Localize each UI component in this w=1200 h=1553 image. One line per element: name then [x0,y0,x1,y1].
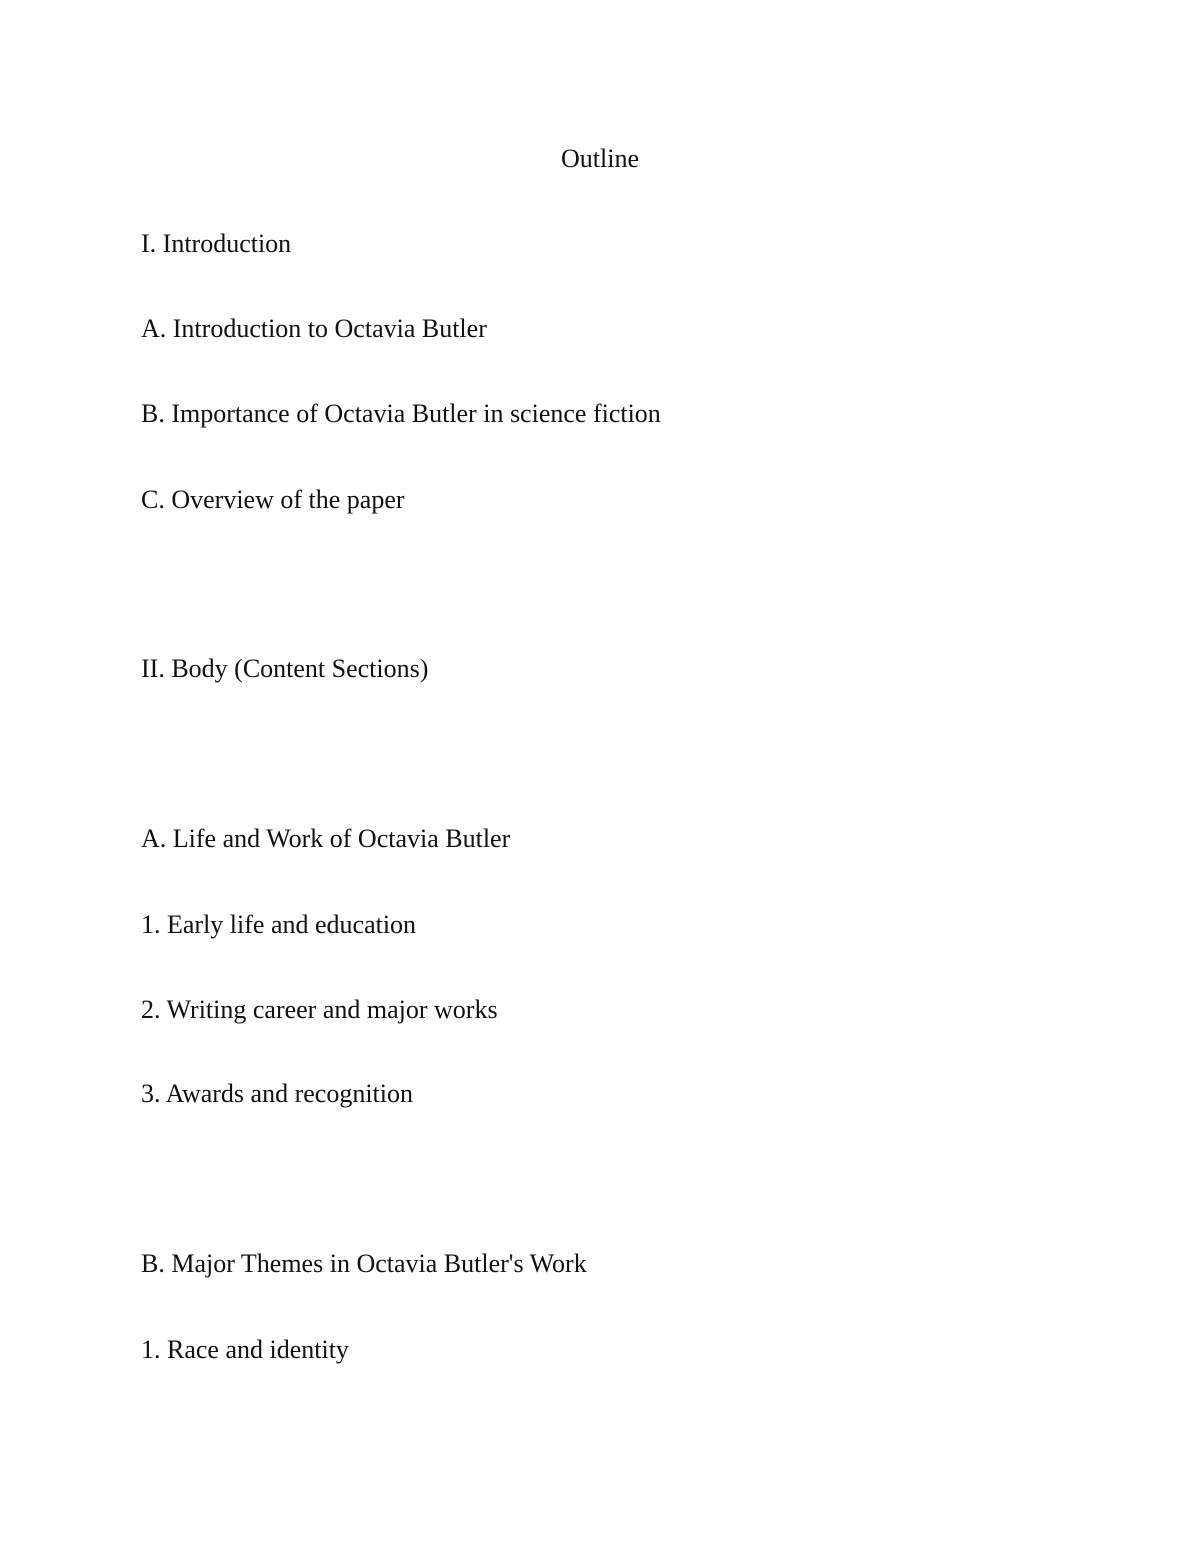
page-title: Outline [561,144,639,173]
outline-item: B. Importance of Octavia Butler in science fiction [141,399,661,428]
outline-subitem: 1. Early life and education [141,910,417,939]
outline-item: B. Major Themes in Octavia Butler's Work [141,1249,587,1278]
outline-heading-body: II. Body (Content Sections) [141,654,429,683]
outline-item: A. Life and Work of Octavia Butler [141,824,511,853]
outline-subitem: 2. Writing career and major works [141,995,498,1024]
outline-item: A. Introduction to Octavia Butler [141,314,487,343]
outline-subitem: 3. Awards and recognition [141,1079,413,1108]
outline-item: C. Overview of the paper [141,485,405,514]
outline-heading-introduction: I. Introduction [141,229,292,258]
outline-subitem: 1. Race and identity [141,1335,349,1364]
